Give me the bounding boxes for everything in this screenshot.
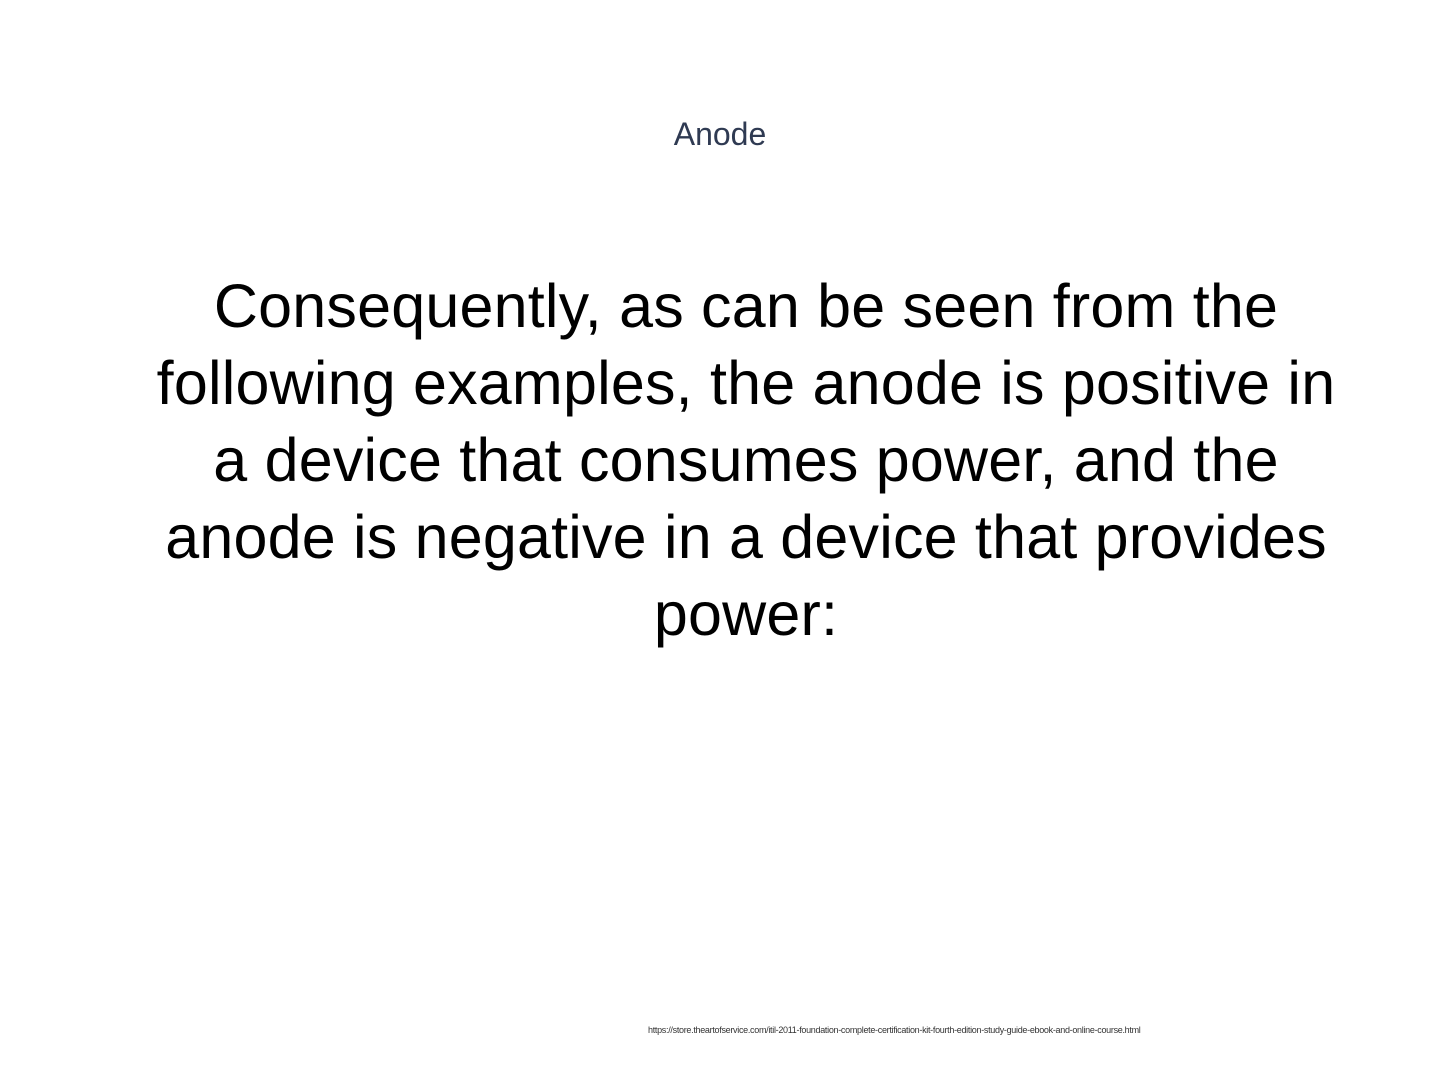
slide-title: Anode [673,116,767,152]
footer-url: https://store.theartofservice.com/itil-2011-foundation-complete-certification-kit-fourth-edition-study-guide-ebook-and-online-course.html [648,1025,1141,1035]
slide-body-text: Consequently, as can be seen from the following examples, the anode is positive in a device that consumes power, and the anode is negative in a device that provides power: [156,272,1336,648]
